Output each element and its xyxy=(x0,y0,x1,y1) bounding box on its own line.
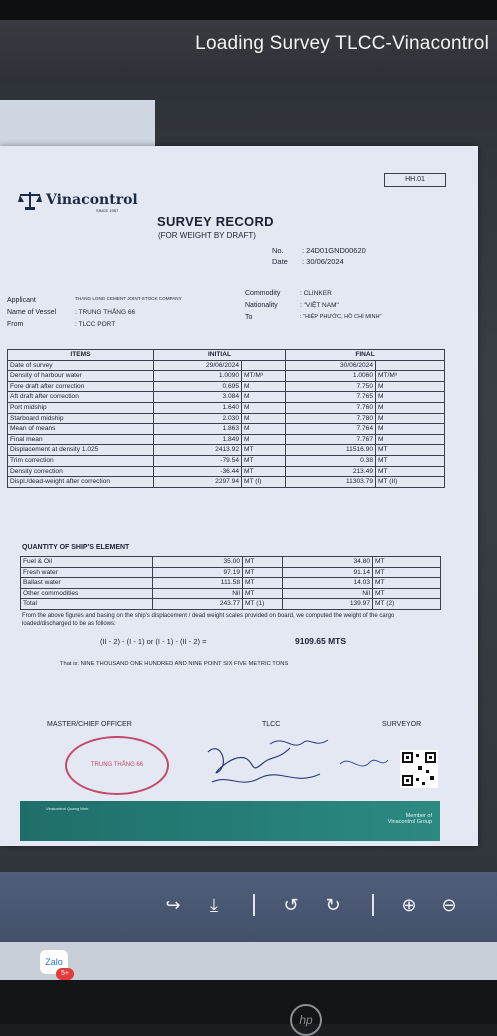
rotate-right-icon[interactable]: ↻ xyxy=(325,895,341,915)
cell-initial: 35.00 xyxy=(153,557,243,568)
cell-initial: 243.77 xyxy=(153,599,243,610)
cell-iu: M xyxy=(242,402,286,413)
cell-item: Density of harbour water xyxy=(8,371,154,382)
signatures xyxy=(200,734,390,794)
cell-final: 34.80 xyxy=(283,557,373,568)
vinacontrol-logo xyxy=(18,190,138,213)
survey-row xyxy=(8,424,445,435)
to-value: : "HIỆP PHƯỚC, HỒ CHÍ MINH" xyxy=(300,314,382,320)
viewer-title-bar xyxy=(0,20,497,82)
cell-fu: M xyxy=(376,434,445,445)
qr-code xyxy=(400,750,438,788)
toolbar-separator xyxy=(253,894,255,916)
header-items: ITEMS xyxy=(8,350,154,361)
survey-row xyxy=(8,381,445,392)
cell-fu: MT xyxy=(376,445,445,456)
viewer-toolbar xyxy=(0,872,497,942)
cell-fu: MT xyxy=(376,455,445,466)
taskbar xyxy=(0,942,497,980)
cell-final: 30/06/2024 xyxy=(286,360,376,371)
formula: (II - 2) - (I - 1) or (I - 1) - (II - 2) = xyxy=(100,637,207,646)
cell-final: 11303.79 xyxy=(286,477,376,488)
cell-iu: MT xyxy=(242,466,286,477)
cell-final: 0.38 xyxy=(286,455,376,466)
cell-fu: M xyxy=(376,381,445,392)
screen xyxy=(0,20,497,980)
master-label: MASTER/CHIEF OFFICER xyxy=(47,721,132,728)
elements-title: QUANTITY OF SHIP'S ELEMENT xyxy=(22,544,130,551)
header-final: FINAL xyxy=(286,350,445,361)
elements-table xyxy=(20,556,441,610)
cell-fu: M xyxy=(376,413,445,424)
cell-initial: 2413.92 xyxy=(154,445,242,456)
cell-initial: 2.030 xyxy=(154,413,242,424)
element-row xyxy=(21,557,441,568)
cell-iu: M xyxy=(242,434,286,445)
logo-subtext: SINCE 1957 xyxy=(96,208,119,213)
survey-row xyxy=(8,445,445,456)
cell-item: Total xyxy=(21,599,153,610)
cell-final: 139.97 xyxy=(283,599,373,610)
cell-iu: MT/M³ xyxy=(242,371,286,382)
cell-item: Fore draft after correction xyxy=(8,381,154,392)
cell-item: Displ./dead-weight after correction xyxy=(8,477,154,488)
survey-row xyxy=(8,466,445,477)
cell-iu: MT xyxy=(243,567,283,578)
vessel-value: : TRUNG THẮNG 66 xyxy=(75,309,136,316)
survey-row xyxy=(8,371,445,382)
cell-initial: 97.19 xyxy=(153,567,243,578)
cell-fu xyxy=(376,360,445,371)
cell-initial: 111.58 xyxy=(153,578,243,589)
cell-item: Port midship xyxy=(8,402,154,413)
logo-text: Vinacontrol xyxy=(46,192,138,208)
vessel-label: Name of Vessel xyxy=(7,309,57,316)
cell-initial: 2297.94 xyxy=(154,477,242,488)
element-row xyxy=(21,599,441,610)
cargo-weight-result: 9109.65 MTS xyxy=(295,636,347,646)
cell-iu: M xyxy=(242,413,286,424)
surveyor-label: SURVEYOR xyxy=(382,721,422,728)
download-icon[interactable]: ⤓ xyxy=(210,895,218,915)
cell-iu: MT (I) xyxy=(242,477,286,488)
cell-iu: MT xyxy=(242,445,286,456)
cell-iu: M xyxy=(242,381,286,392)
record-no-value: : 24D01GND00620 xyxy=(302,246,366,255)
cell-final: 11516.90 xyxy=(286,445,376,456)
cell-initial: 0.695 xyxy=(154,381,242,392)
scales-icon xyxy=(18,190,42,210)
survey-table-header xyxy=(8,350,445,361)
member-line-2: Vinacontrol Group xyxy=(387,819,432,825)
survey-row xyxy=(8,360,445,371)
cell-item: Mean of means xyxy=(8,424,154,435)
applicant-label: Applicant xyxy=(7,297,36,304)
toolbar-separator xyxy=(372,894,374,916)
cell-final: 7.764 xyxy=(286,424,376,435)
cell-initial: Nil xyxy=(153,588,243,599)
document-footer xyxy=(20,801,440,841)
cell-final: 213.49 xyxy=(286,466,376,477)
commodity-label: Commodity xyxy=(245,290,281,297)
record-date-value: : 30/06/2024 xyxy=(302,257,344,266)
document-page xyxy=(0,146,478,846)
ship-stamp: TRUNG THẮNG 66 xyxy=(65,736,169,795)
cell-initial: 1.863 xyxy=(154,424,242,435)
cell-initial: 3.084 xyxy=(154,392,242,403)
cell-initial: 1.849 xyxy=(154,434,242,445)
cell-fu: MT xyxy=(373,578,441,589)
commodity-value: : CLINKER xyxy=(300,290,332,297)
cell-final: 7.767 xyxy=(286,434,376,445)
cell-iu: M xyxy=(242,392,286,403)
cell-item: Fuel & Oil xyxy=(21,557,153,568)
cell-fu: MT (II) xyxy=(376,477,445,488)
cell-iu: MT xyxy=(243,557,283,568)
cell-initial: 1.0090 xyxy=(154,371,242,382)
cell-final: 7.760 xyxy=(286,402,376,413)
cell-final: Nil xyxy=(283,588,373,599)
cell-iu: MT (1) xyxy=(243,599,283,610)
cell-item: Displacement at density 1.025 xyxy=(8,445,154,456)
survey-row xyxy=(8,402,445,413)
zoom-in-icon[interactable]: ⊕ xyxy=(401,895,417,915)
footer-address: Vinacontrol Quang Ninh xyxy=(46,806,89,811)
element-row xyxy=(21,567,441,578)
zalo-taskbar-icon[interactable]: Zalo xyxy=(40,950,68,974)
applicant-value: THANG LONG CEMENT JOINT-STOCK COMPANY xyxy=(75,296,182,301)
to-label: To xyxy=(245,314,253,321)
form-code: HH.01 xyxy=(384,173,446,187)
cell-initial: -36.44 xyxy=(154,466,242,477)
member-line-1: Member of xyxy=(405,813,432,819)
survey-subheading: (FOR WEIGHT BY DRAFT) xyxy=(158,231,256,240)
rotate-left-icon[interactable]: ↺ xyxy=(283,895,299,915)
cell-final: 14.03 xyxy=(283,578,373,589)
element-row xyxy=(21,588,441,599)
cell-item: Density correction xyxy=(8,466,154,477)
cell-item: Fresh water xyxy=(21,567,153,578)
survey-row xyxy=(8,413,445,424)
cell-fu: MT/M³ xyxy=(376,371,445,382)
cell-final: 7.750 xyxy=(286,381,376,392)
previous-page-edge[interactable] xyxy=(0,100,155,150)
cell-initial: 29/06/2024 xyxy=(154,360,242,371)
nationality-label: Nationality xyxy=(245,302,278,309)
cell-final: 91.14 xyxy=(283,567,373,578)
cell-item: Date of survey xyxy=(8,360,154,371)
cell-iu: MT xyxy=(243,588,283,599)
computation-note: From the above figures and basing on the ship's displacement / dead weight scales provided on board, we computed the weight of the cargo loaded/discharged to be as follows: xyxy=(22,613,395,627)
cell-fu: M xyxy=(376,424,445,435)
element-row xyxy=(21,578,441,589)
cell-iu: MT xyxy=(242,455,286,466)
from-label: From xyxy=(7,321,24,328)
cell-item: Final mean xyxy=(8,434,154,445)
viewer-title: Loading Survey TLCC-Vinacontrol xyxy=(195,33,489,54)
record-no-label: No. xyxy=(272,246,284,255)
cell-final: 7.765 xyxy=(286,392,376,403)
cell-fu: MT xyxy=(373,557,441,568)
cell-final: 1.0060 xyxy=(286,371,376,382)
cell-iu xyxy=(242,360,286,371)
cell-item: Aft draft after correction xyxy=(8,392,154,403)
cell-initial: -79.54 xyxy=(154,455,242,466)
cell-fu: M xyxy=(376,402,445,413)
cell-item: Trim correction xyxy=(8,455,154,466)
cell-fu: MT (2) xyxy=(373,599,441,610)
cell-fu: M xyxy=(376,392,445,403)
member-of xyxy=(388,813,432,825)
nationality-value: : "VIỆT NAM" xyxy=(300,302,339,309)
survey-row xyxy=(8,455,445,466)
survey-table xyxy=(7,349,445,488)
notification-badge: 5+ xyxy=(56,968,74,980)
cell-item: Other commodities xyxy=(21,588,153,599)
cell-iu: MT xyxy=(243,578,283,589)
record-date-label: Date xyxy=(272,257,288,266)
zoom-out-icon[interactable]: ⊖ xyxy=(441,895,457,915)
monitor-bezel-bottom xyxy=(0,980,497,1024)
cell-fu: MT xyxy=(373,567,441,578)
cell-item: Ballast water xyxy=(21,578,153,589)
cell-fu: MT xyxy=(373,588,441,599)
monitor-bezel-top xyxy=(0,0,497,20)
survey-row xyxy=(8,392,445,403)
survey-row xyxy=(8,434,445,445)
survey-heading: SURVEY RECORD xyxy=(157,214,274,229)
cell-final: 7.780 xyxy=(286,413,376,424)
tlcc-label: TLCC xyxy=(262,721,281,728)
cell-item: Starboard midship xyxy=(8,413,154,424)
cell-iu: M xyxy=(242,424,286,435)
survey-row xyxy=(8,477,445,488)
share-icon[interactable]: ↪ xyxy=(165,895,181,915)
from-value: : TLCC PORT xyxy=(75,321,116,328)
cell-fu: MT xyxy=(376,466,445,477)
hp-logo: hp xyxy=(290,1004,322,1036)
weight-in-words: That is: NINE THOUSAND ONE HUNDRED AND NINE POINT SIX FIVE METRIC TONS xyxy=(60,661,289,667)
cell-initial: 1.640 xyxy=(154,402,242,413)
header-initial: INITIAL xyxy=(154,350,286,361)
